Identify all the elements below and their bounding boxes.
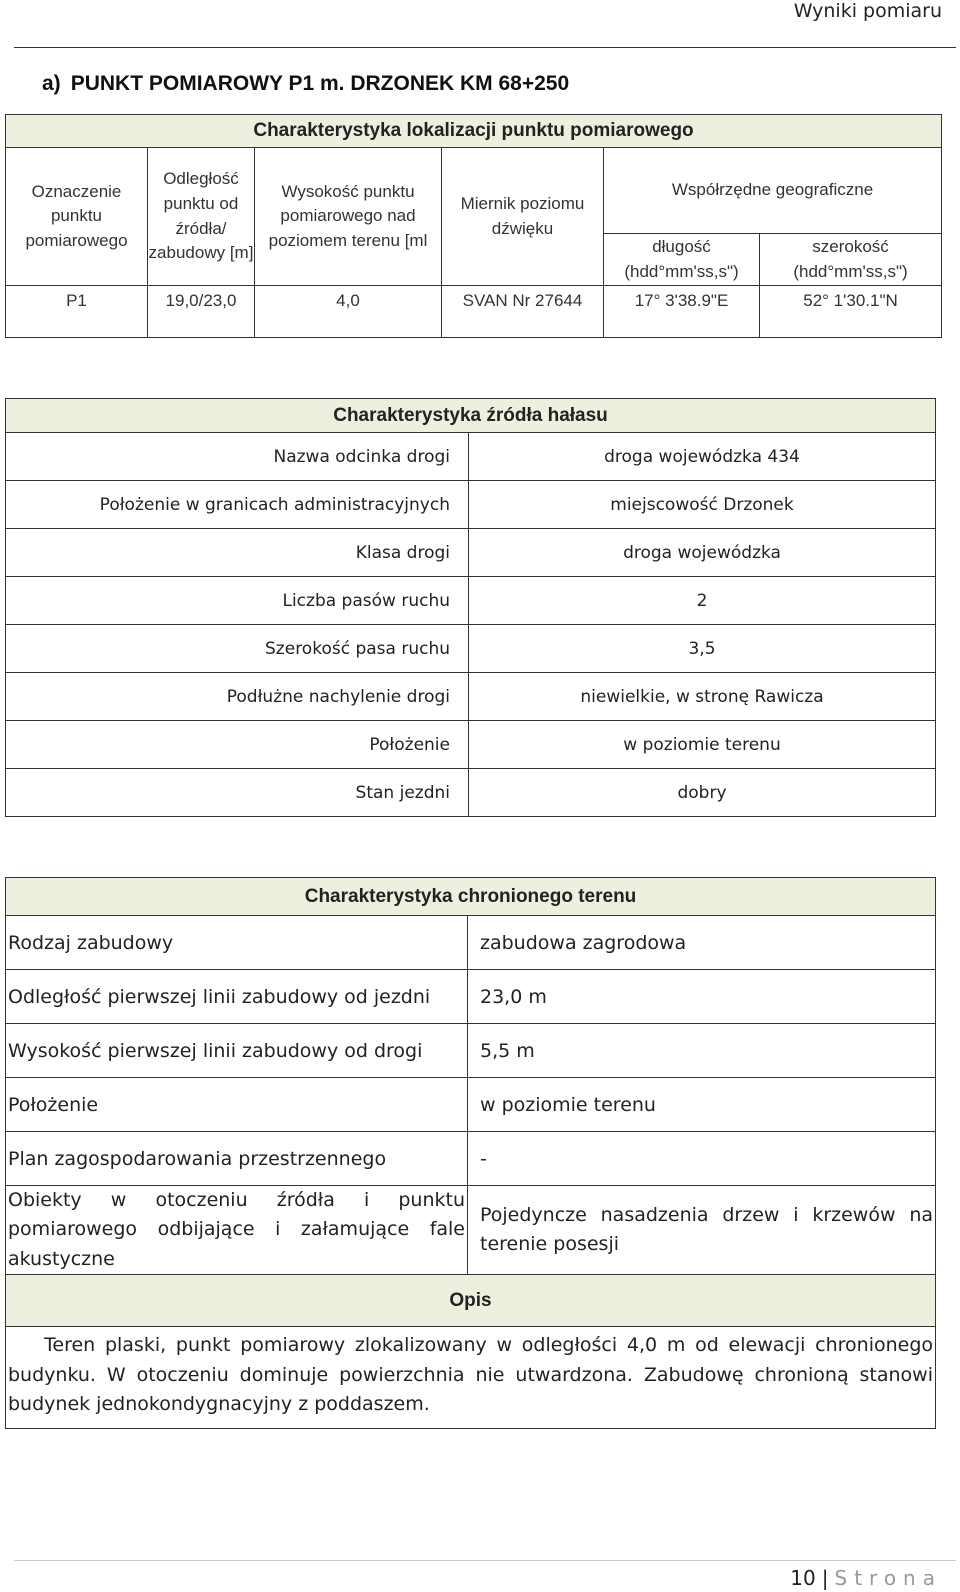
header-meter: Miernik poziomu dźwięku: [442, 148, 604, 286]
protected-value: zabudowa zagrodowa: [468, 916, 936, 970]
row-meter: SVAN Nr 27644: [442, 286, 604, 338]
header-title: Wyniki pomiaru: [793, 0, 942, 22]
row-point: P1: [6, 286, 148, 338]
header-point: Oznaczenie punktu pomiarowego: [6, 148, 148, 286]
source-label: Położenie w granicach administracyjnych: [6, 481, 469, 529]
source-label: Podłużne nachylenie drogi: [6, 673, 469, 721]
row-height: 4,0: [255, 286, 442, 338]
protected-label: Obiekty w otoczeniu źródła i punktu pomiarowego odbijające i załamujące fale akustyczne: [6, 1186, 468, 1275]
footer-divider: [14, 1560, 956, 1561]
source-label: Stan jezdni: [6, 769, 469, 817]
protected-value: Pojedyncze nasadzenia drzew i krzewów na terenie posesji: [468, 1186, 936, 1275]
location-table: [5, 114, 942, 338]
header-divider: [14, 47, 956, 48]
section-heading: PUNKT POMIAROWY P1 m. DRZONEK KM 68+250: [70, 72, 570, 95]
protected-value: 23,0 m: [468, 970, 936, 1024]
protected-table-title: Charakterystyka chronionego terenu: [6, 878, 936, 916]
page-number: 10: [790, 1566, 816, 1590]
protected-value: -: [468, 1132, 936, 1186]
row-longitude: 17° 3'38.9"E: [604, 286, 760, 338]
source-value: w poziomie terenu: [469, 721, 936, 769]
header-latitude: szerokość (hdd°mm'ss,s"): [760, 234, 942, 286]
source-value: droga wojewódzka: [469, 529, 936, 577]
source-value: 2: [469, 577, 936, 625]
source-value: 3,5: [469, 625, 936, 673]
source-label: Liczba pasów ruchu: [6, 577, 469, 625]
header-coords: Współrzędne geograficzne: [604, 148, 942, 234]
header-distance: Odległość punktu od źródła/ zabudowy [m]: [148, 148, 255, 286]
source-value: droga wojewódzka 434: [469, 433, 936, 481]
protected-label: Plan zagospodarowania przestrzennego: [6, 1132, 468, 1186]
location-table-title: Charakterystyka lokalizacji punktu pomiarowego: [6, 115, 942, 148]
source-table-title: Charakterystyka źródła hałasu: [6, 399, 936, 433]
page-footer: [790, 1566, 942, 1590]
protected-label: Odległość pierwszej linii zabudowy od jezdni: [6, 970, 468, 1024]
header-height: Wysokość punktu pomiarowego nad poziomem terenu [ml: [255, 148, 442, 286]
row-latitude: 52° 1'30.1"N: [760, 286, 942, 338]
description-title: Opis: [6, 1275, 936, 1327]
section-title: [42, 72, 569, 96]
page-separator: |: [821, 1566, 829, 1590]
source-label: Nazwa odcinka drogi: [6, 433, 469, 481]
source-value: miejscowość Drzonek: [469, 481, 936, 529]
protected-label: Wysokość pierwszej linii zabudowy od drogi: [6, 1024, 468, 1078]
description-text: Teren plaski, punkt pomiarowy zlokalizowany w odległości 4,0 m od elewacji chronionego budynku. W otoczeniu dominuje powierzchnia nie utwardzona. Zabudowę chronioną stanowi budynek jednokondygnacyjny z poddaszem.: [6, 1327, 936, 1428]
section-label: a): [42, 72, 61, 95]
source-table: [5, 398, 936, 817]
header-longitude: długość (hdd°mm'ss,s"): [604, 234, 760, 286]
source-label: Szerokość pasa ruchu: [6, 625, 469, 673]
page-word: Strona: [834, 1566, 942, 1590]
protected-label: Rodzaj zabudowy: [6, 916, 468, 970]
source-label: Położenie: [6, 721, 469, 769]
source-label: Klasa drogi: [6, 529, 469, 577]
source-value: niewielkie, w stronę Rawicza: [469, 673, 936, 721]
protected-value: w poziomie terenu: [468, 1078, 936, 1132]
protected-table: [5, 877, 936, 1429]
protected-value: 5,5 m: [468, 1024, 936, 1078]
protected-label: Położenie: [6, 1078, 468, 1132]
row-distance: 19,0/23,0: [148, 286, 255, 338]
source-value: dobry: [469, 769, 936, 817]
